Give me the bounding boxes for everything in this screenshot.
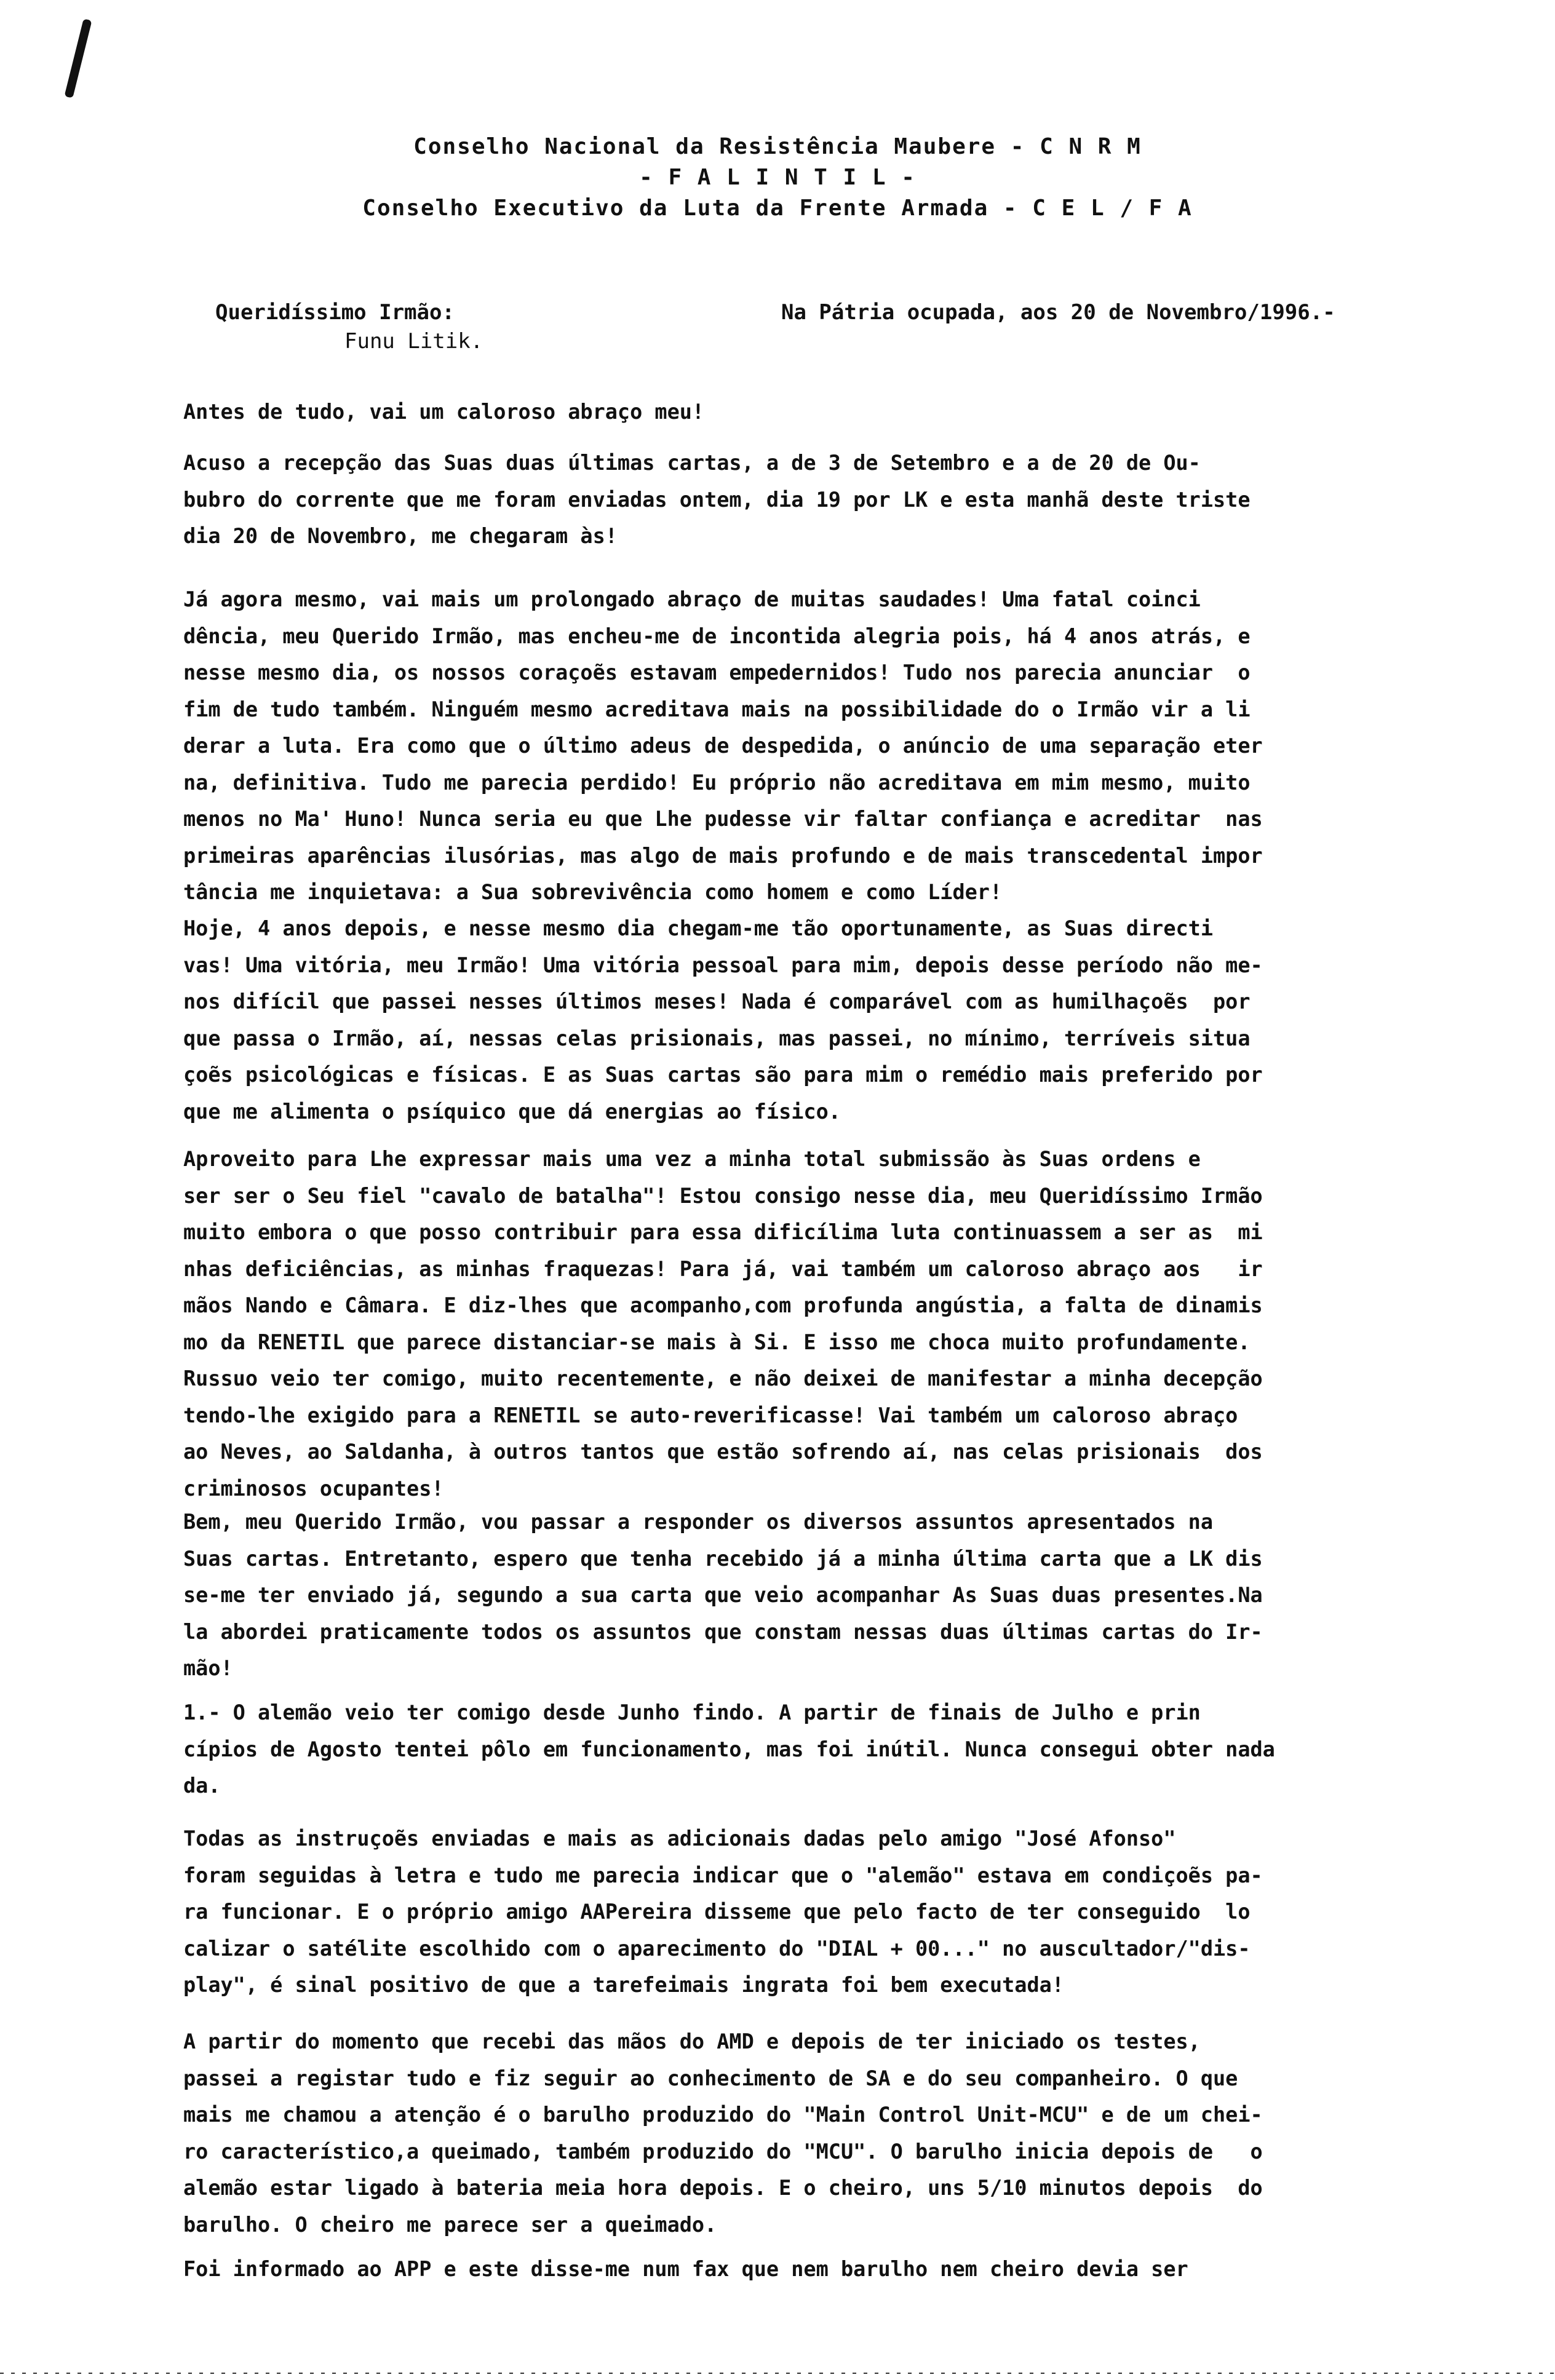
paragraph-greeting: Antes de tudo, vai um caloroso abraço meu! xyxy=(183,400,705,424)
paragraph-coincidence: Já agora mesmo, vai mais um prolongado abraço de muitas saudades! Uma fatal coinci dência, meu Querido Irmão, mas encheu-me de incontida alegria pois, há 4 anos atrás, e nesse mesmo dia, os nossos coraçoẽs estavam empedernidos! Tudo nos parecia anunciar o fim de tudo também. Ninguém mesmo acreditava mais na possibilidade do o Irmão vir a li derar a luta. Era como que o último adeus de despedida, o anúncio de uma separação eter na, definitiva. Tudo me parecia perdido! Eu próprio não acreditava em mim mesmo, muito menos no Ma' Huno! Nunca seria eu que Lhe pudesse vir faltar confiança e acreditar nas primeiras aparências ilusórias, mas algo de mais profundo e de mais transcedental impor tância me inquietava: a Sua sobrevivência como homem e como Líder! xyxy=(183,587,1263,904)
header-line-1: Conselho Nacional da Resistência Maubere - C N R M xyxy=(413,134,1142,159)
salutation: Queridíssimo Irmão: xyxy=(215,300,455,325)
header-line-2: - F A L I N T I L - xyxy=(639,165,916,190)
paragraph-directives: Hoje, 4 anos depois, e nesse mesmo dia chegam-me tão oportunamente, as Suas directi vas! Uma vitória, meu Irmão! Uma vitória pessoal para mim, depois desse período não me- nos difícil que passei nesses últimos meses! Nada é comparável com as humilhaçoẽs por que passa o Irmão, aí, nessas celas prisionais, mas passei, no mínimo, terríveis situa çoẽs psicológicas e físicas. E as Suas cartas são para mim o remédio mais preferido por que me alimenta o psíquico que dá energias ao físico. xyxy=(183,916,1263,1124)
paragraph-informed: Foi informado ao APP e este disse-me num fax que nem barulho nem cheiro devia ser xyxy=(183,2257,1188,2281)
addressee: Funu Litik. xyxy=(344,329,483,354)
paragraph-item-1: 1.- O alemão veio ter comigo desde Junho findo. A partir de finais de Julho e prin cípios de Agosto tentei pôlo em funcionamento, mas foi inútil. Nunca consegui obter nada da. xyxy=(183,1700,1275,1798)
paragraph-submission: Aproveito para Lhe expressar mais uma vez a minha total submissão às Suas ordens e ser ser o Seu fiel "cavalo de batalha"! Estou consigo nesse dia, meu Queridíssimo Irmão muito embora o que posso contribuir para essa dificílima luta continuassem a ser as mi nhas deficiências, as minhas fraquezas! Para já, vai também um caloroso abraço aos ir mãos Nando e Câmara. E diz-lhes que acompanho,com profunda angústia, a falta de dinamis mo da RENETIL que parece distanciar-se mais à Si. E isso me choca muito profundamente. Russuo veio ter comigo, muito recentemente, e não deixei de manifestar a minha decepção tendo-lhe exigido para a RENETIL se auto-reverificasse! Vai também um caloroso abraço ao Neves, ao Saldanha, à outros tantos que estão sofrendo aí, nas celas prisionais dos criminosos ocupantes! xyxy=(183,1147,1263,1501)
paragraph-receipt: Acuso a recepção das Suas duas últimas cartas, a de 3 de Setembro e a de 20 de Ou- bubro do corrente que me foram enviadas ontem, dia 19 por LK e esta manhã deste triste dia 20 de Novembro, me chegaram às! xyxy=(183,451,1251,548)
bottom-scan-edge xyxy=(0,2373,1555,2374)
dateline: Na Pátria ocupada, aos 20 de Novembro/1996.- xyxy=(781,300,1335,325)
header-line-3: Conselho Executivo da Luta da Frente Armada - C E L / F A xyxy=(362,196,1193,221)
paragraph-instructions: Todas as instruçoẽs enviadas e mais as adicionais dadas pelo amigo "José Afonso" foram seguidas à letra e tudo me parecia indicar que o "alemão" estava em condiçoẽs pa- ra funcionar. E o próprio amigo AAPereira disseme que pelo facto de ter conseguido lo calizar o satélite escolhido com o aparecimento do "DIAL + 00..." no auscultador/"dis- play", é sinal positivo de que a tarefeimais ingrata foi bem executada! xyxy=(183,1827,1263,1997)
paragraph-tests: A partir do momento que recebi das mãos do AMD e depois de ter iniciado os testes, passei a registar tudo e fiz seguir ao conhecimento de SA e do seu companheiro. O que mais me chamou a atenção é o barulho produzido do "Main Control Unit-MCU" e de um chei- ro característico,a queimado, também produzido do "MCU". O barulho inicia depois de o alemão estar ligado à bateria meia hora depois. E o cheiro, uns 5/10 minutos depois do barulho. O cheiro me parece ser a queimado. xyxy=(183,2029,1263,2237)
handwritten-slash-mark xyxy=(64,18,92,98)
paragraph-matters: Bem, meu Querido Irmão, vou passar a responder os diversos assuntos apresentados na Suas cartas. Entretanto, espero que tenha recebido já a minha última carta que a LK dis se-me ter enviado já, segundo a sua carta que veio acompanhar As Suas duas presentes.Na la abordei praticamente todos os assuntos que constam nessas duas últimas cartas do Ir- mão! xyxy=(183,1510,1263,1680)
